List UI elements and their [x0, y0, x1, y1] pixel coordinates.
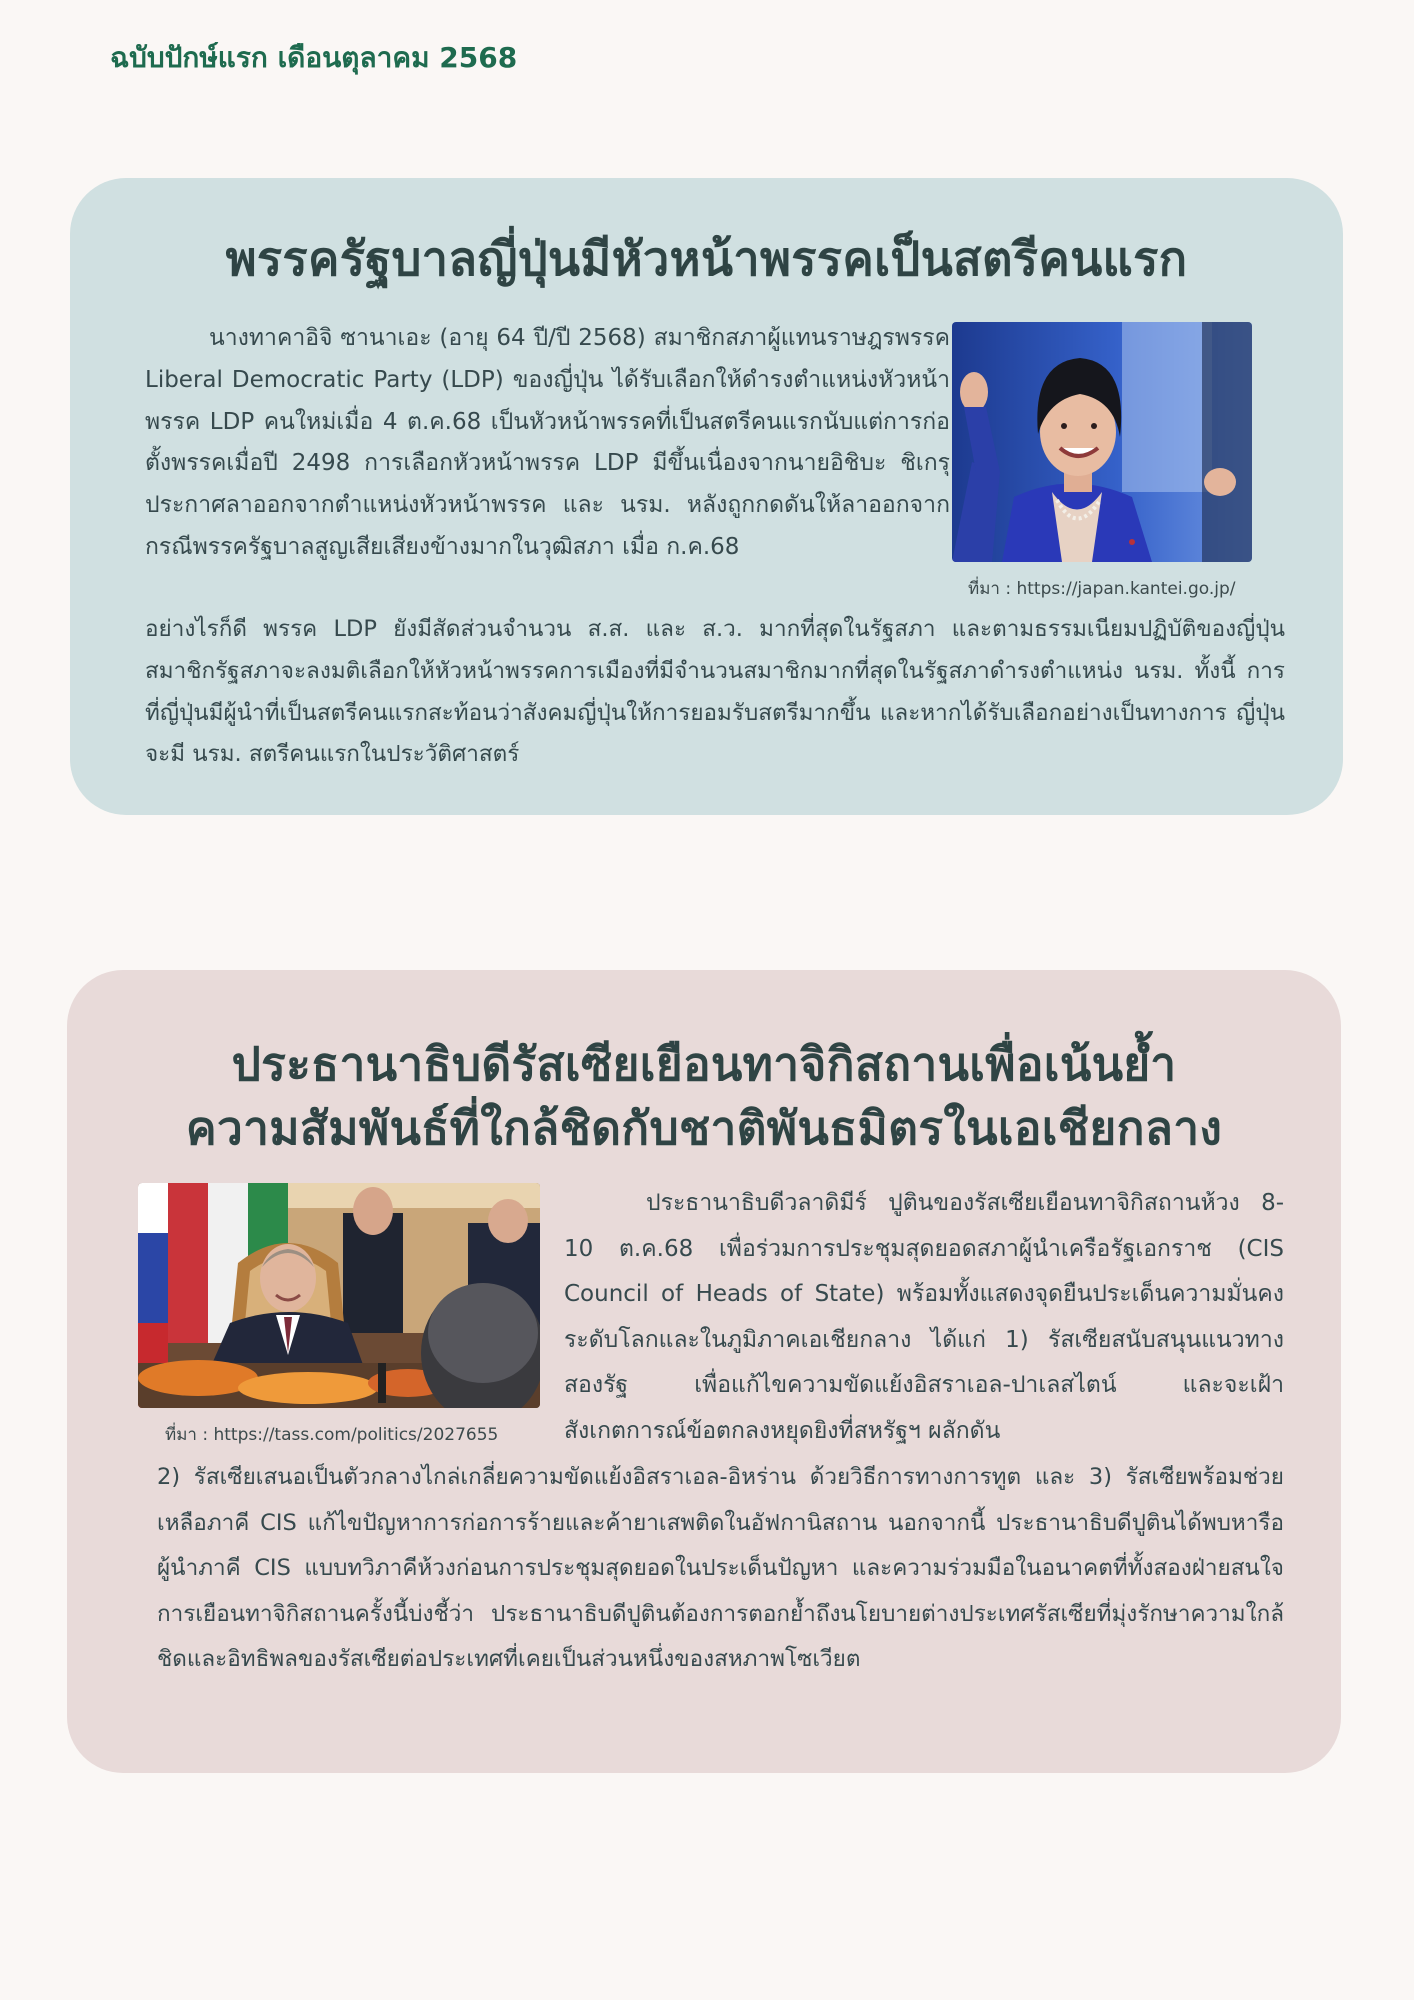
article-body: นางทาคาอิจิ ซานาเอะ (อายุ 64 ปี/ปี 2568) สมาชิกสภาผู้แทนราษฎรพรรค Liberal Democratic Party (LDP) ของญี่ปุ่น ได้รับเลือกให้ดำรงตำแหน่งหัวหน้าพรรค LDP คนใหม่เมื่อ 4 ต.ค.68 เป็นหัวหน้าพรรคที่เป็นสตรีคนแรกนับแต่การก่อตั้งพรรคเมื่อปี 2498 การเลือกหัวหน้าพรรค LDP มีขึ้นเนื่องจากนายอิชิบะ ชิเกรุ ประกาศลาออกจากตำแหน่งหัวหน้าพรรค และ นรม. หลังถูกกดดันให้ลาออกจากกรณีพรรครัฐบาลสูญเสียเสียงข้างมากในวุฒิสภา เมื่อ ก.ค.68	[145, 325, 950, 560]
photo-caption: ที่มา : https://tass.com/politics/2027655	[165, 1425, 499, 1445]
issue-label: ฉบับปักษ์แรก เดือนตุลาคม 2568	[110, 41, 518, 74]
article-photo	[138, 1183, 540, 1408]
article-headline: พรรครัฐบาลญี่ปุ่นมีหัวหน้าพรรคเป็นสตรีคนแรก	[225, 232, 1188, 287]
article-body-continued: อย่างไรก็ดี พรรค LDP ยังมีสัดส่วนจำนวน ส.ส. และ ส.ว. มากที่สุดในรัฐสภา และตามธรรมเนียมปฏิบัติของญี่ปุ่น สมาชิกรัฐสภาจะลงมติเลือกให้หัวหน้าพรรคการเมืองที่มีจำนวนสมาชิกมากที่สุดในรัฐสภาดำรงตำแหน่ง นรม. ทั้งนี้ การที่ญี่ปุ่นมีผู้นำที่เป็นสตรีคนแรกสะท้อนว่าสังคมญี่ปุ่นให้การยอมรับสตรีมากขึ้น และหากได้รับเลือกอย่างเป็นทางการ ญี่ปุ่นจะมี นรม. สตรีคนแรกในประวัติศาสตร์	[145, 616, 1285, 768]
article-body-continued: 2) รัสเซียเสนอเป็นตัวกลางไกล่เกลี่ยความขัดแย้งอิสราเอล-อิหร่าน ด้วยวิธีการทางการทูต และ 3) รัสเซียพร้อมช่วยเหลือภาคี CIS แก้ไขปัญหาการก่อการร้ายและค้ายาเสพติดในอัฟกานิสถาน นอกจากนี้ ประธานาธิบดีปูตินได้พบหารือผู้นำภาคี CIS แบบทวิภาคีห้วงก่อนการประชุมสุดยอดในประเด็นปัญหา และความร่วมมือในอนาคตที่ทั้งสองฝ่ายสนใจ การเยือนทาจิกิสถานครั้งนี้บ่งชี้ว่า ประธานาธิบดีปูตินต้องการตอกย้ำถึงนโยบายต่างประเทศรัสเซียที่มุ่งรักษาความใกล้ชิดและอิทธิพลของรัสเซียต่อประเทศที่เคยเป็นส่วนหนึ่งของสหภาพโซเวียต	[157, 1464, 1284, 1673]
article-photo	[952, 322, 1252, 562]
article-headline	[67, 1032, 1341, 1160]
headline-line-1: ประธานาธิบดีรัสเซียเยือนทาจิกิสถานเพื่อเน้นย้ำ	[231, 1037, 1177, 1091]
article-card-russia	[67, 970, 1341, 1773]
article-card-japan	[70, 178, 1343, 815]
article-body: ประธานาธิบดีวลาดิมีร์ ปูตินของรัสเซียเยือนทาจิกิสถานห้วง 8-10 ต.ค.68 เพื่อร่วมการประชุมสุดยอดสภาผู้นำเครือรัฐเอกราช (CIS Council of Heads of State) พร้อมทั้งแสดงจุดยืนประเด็นความมั่นคงระดับโลกและในภูมิภาคเอเชียกลาง ได้แก่ 1) รัสเซียสนับสนุนแนวทางสองรัฐ เพื่อแก้ไขความขัดแย้งอิสราเอล-ปาเลสไตน์ และจะเฝ้าสังเกตการณ์ข้อตกลงหยุดยิงที่สหรัฐฯ ผลักดัน	[564, 1190, 1284, 1444]
headline-line-2: ความสัมพันธ์ที่ใกล้ชิดกับชาติพันธมิตรในเอเชียกลาง	[185, 1101, 1223, 1155]
photo-caption: ที่มา : https://japan.kantei.go.jp/	[968, 579, 1236, 599]
